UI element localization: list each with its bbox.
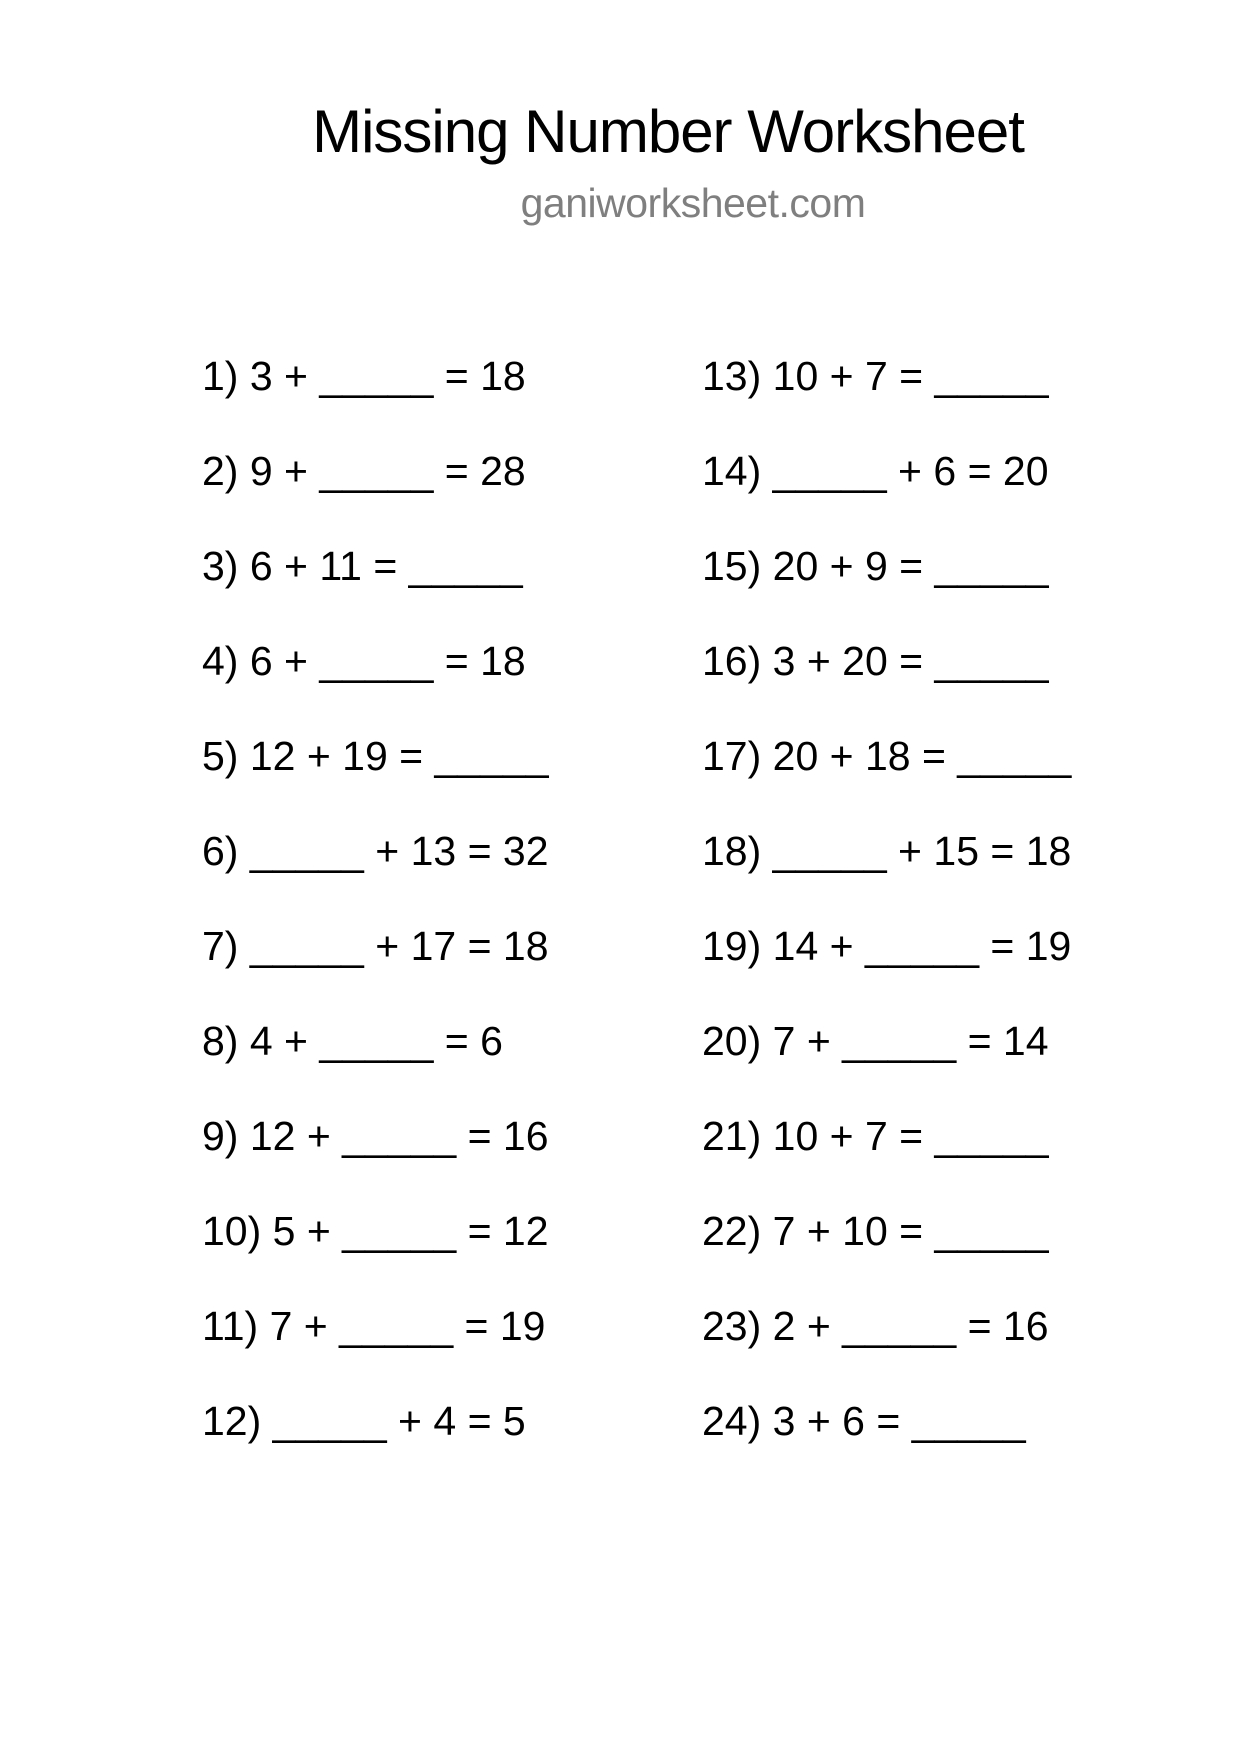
problem-item: 11) 7 + _____ = 19 — [202, 1303, 546, 1349]
problem-item: 24) 3 + 6 = _____ — [702, 1398, 1026, 1444]
problem-item: 9) 12 + _____ = 16 — [202, 1113, 549, 1159]
problem-item: 22) 7 + 10 = _____ — [702, 1208, 1049, 1254]
problem-item: 4) 6 + _____ = 18 — [202, 638, 526, 684]
worksheet-source-url: ganiworksheet.com — [520, 180, 866, 226]
problem-item: 23) 2 + _____ = 16 — [702, 1303, 1049, 1349]
problem-item: 10) 5 + _____ = 12 — [202, 1208, 549, 1254]
problem-item: 8) 4 + _____ = 6 — [202, 1018, 503, 1064]
problem-item: 21) 10 + 7 = _____ — [702, 1113, 1049, 1159]
problem-item: 6) _____ + 13 = 32 — [202, 828, 549, 874]
problem-item: 16) 3 + 20 = _____ — [702, 638, 1049, 684]
problem-item: 5) 12 + 19 = _____ — [202, 733, 549, 779]
problem-item: 18) _____ + 15 = 18 — [702, 828, 1072, 874]
problem-item: 13) 10 + 7 = _____ — [702, 353, 1049, 399]
worksheet-title: Missing Number Worksheet — [312, 98, 1024, 165]
problem-item: 1) 3 + _____ = 18 — [202, 353, 526, 399]
problem-item: 14) _____ + 6 = 20 — [702, 448, 1049, 494]
problem-item: 12) _____ + 4 = 5 — [202, 1398, 526, 1444]
problem-item: 17) 20 + 18 = _____ — [702, 733, 1072, 779]
problem-item: 3) 6 + 11 = _____ — [202, 543, 523, 589]
problem-item: 19) 14 + _____ = 19 — [702, 923, 1072, 969]
problem-item: 15) 20 + 9 = _____ — [702, 543, 1049, 589]
problem-item: 20) 7 + _____ = 14 — [702, 1018, 1049, 1064]
problem-item: 7) _____ + 17 = 18 — [202, 923, 549, 969]
problem-item: 2) 9 + _____ = 28 — [202, 448, 526, 494]
